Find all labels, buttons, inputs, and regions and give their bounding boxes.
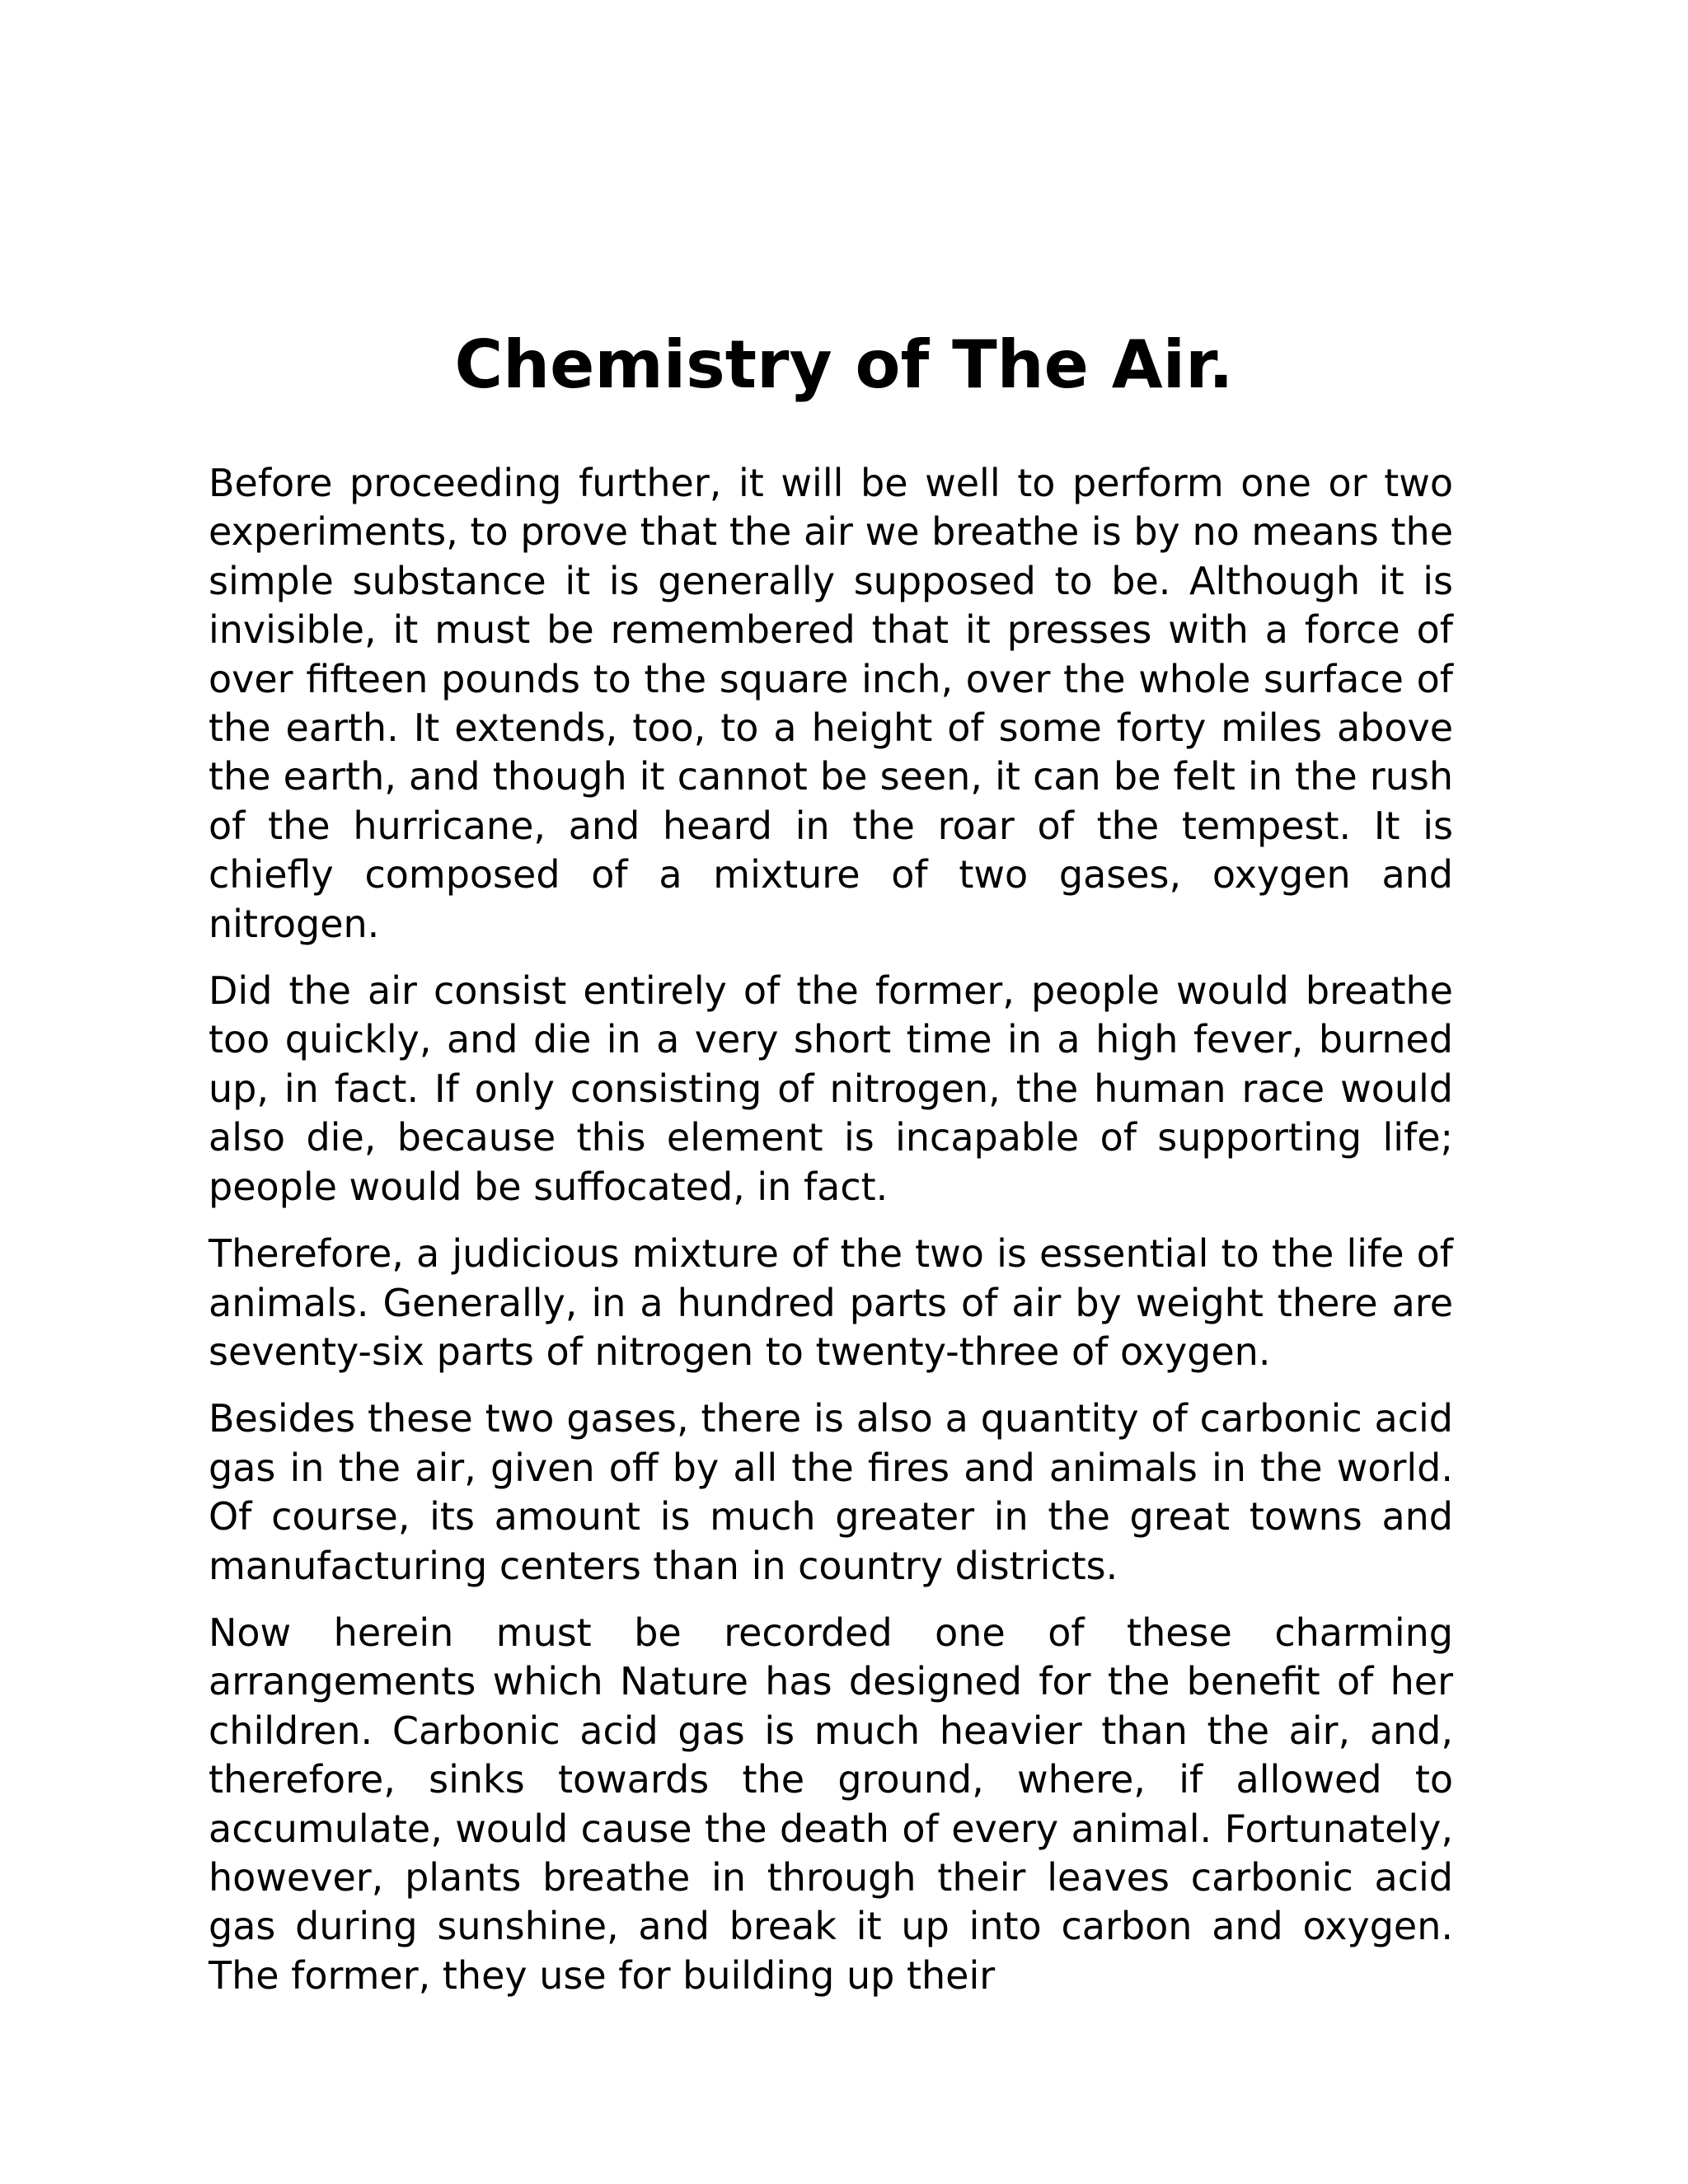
page-title: Chemistry of The Air. [454, 326, 1234, 403]
paragraph-1: Before proceeding further, it will be well to perform one or two experiments, to prove that the air we breathe is by no means the simple substance it is generally supposed to be. Although it is invisible, it must be remembered that it presses with a force of over fifteen pounds to the square inch, over the whole surface of the earth. It extends, too, to a height of some forty miles above the earth, and though it cannot be seen, it can be felt in the rush of the hurricane, and heard in the roar of the tempest. It is chiefly composed of a mixture of two gases, oxygen and nitrogen. [209, 461, 1453, 946]
paragraph-5: Now herein must be recorded one of these charming arrangements which Nature has designed for the benefit of her children. Carbonic acid gas is much heavier than the air, and, therefore, sinks towards the ground, where, if allowed to accumulate, would cause the death of every animal. Fortunately, however, plants breathe in through their leaves carbonic acid gas during sunshine, and break it up into carbon and oxygen. The former, they use for building up their [209, 1610, 1453, 1998]
paragraph-3: Therefore, a judicious mixture of the two is essential to the life of animals. Generally, in a hundred parts of air by weight there are seventy-six parts of nitrogen to twenty-three of oxygen. [209, 1231, 1453, 1374]
paragraph-2: Did the air consist entirely of the former, people would breathe too quickly, and die in a very short time in a high fever, burned up, in fact. If only consisting of nitrogen, the human race would also die, because this element is incapable of supporting life; people would be suffocated, in fact. [209, 968, 1453, 1209]
body-text [209, 459, 1453, 1998]
paragraph-4: Besides these two gases, there is also a quantity of carbonic acid gas in the air, given off by all the fires and animals in the world. Of course, its amount is much greater in the great towns and manufacturing centers than in country districts. [209, 1396, 1453, 1588]
